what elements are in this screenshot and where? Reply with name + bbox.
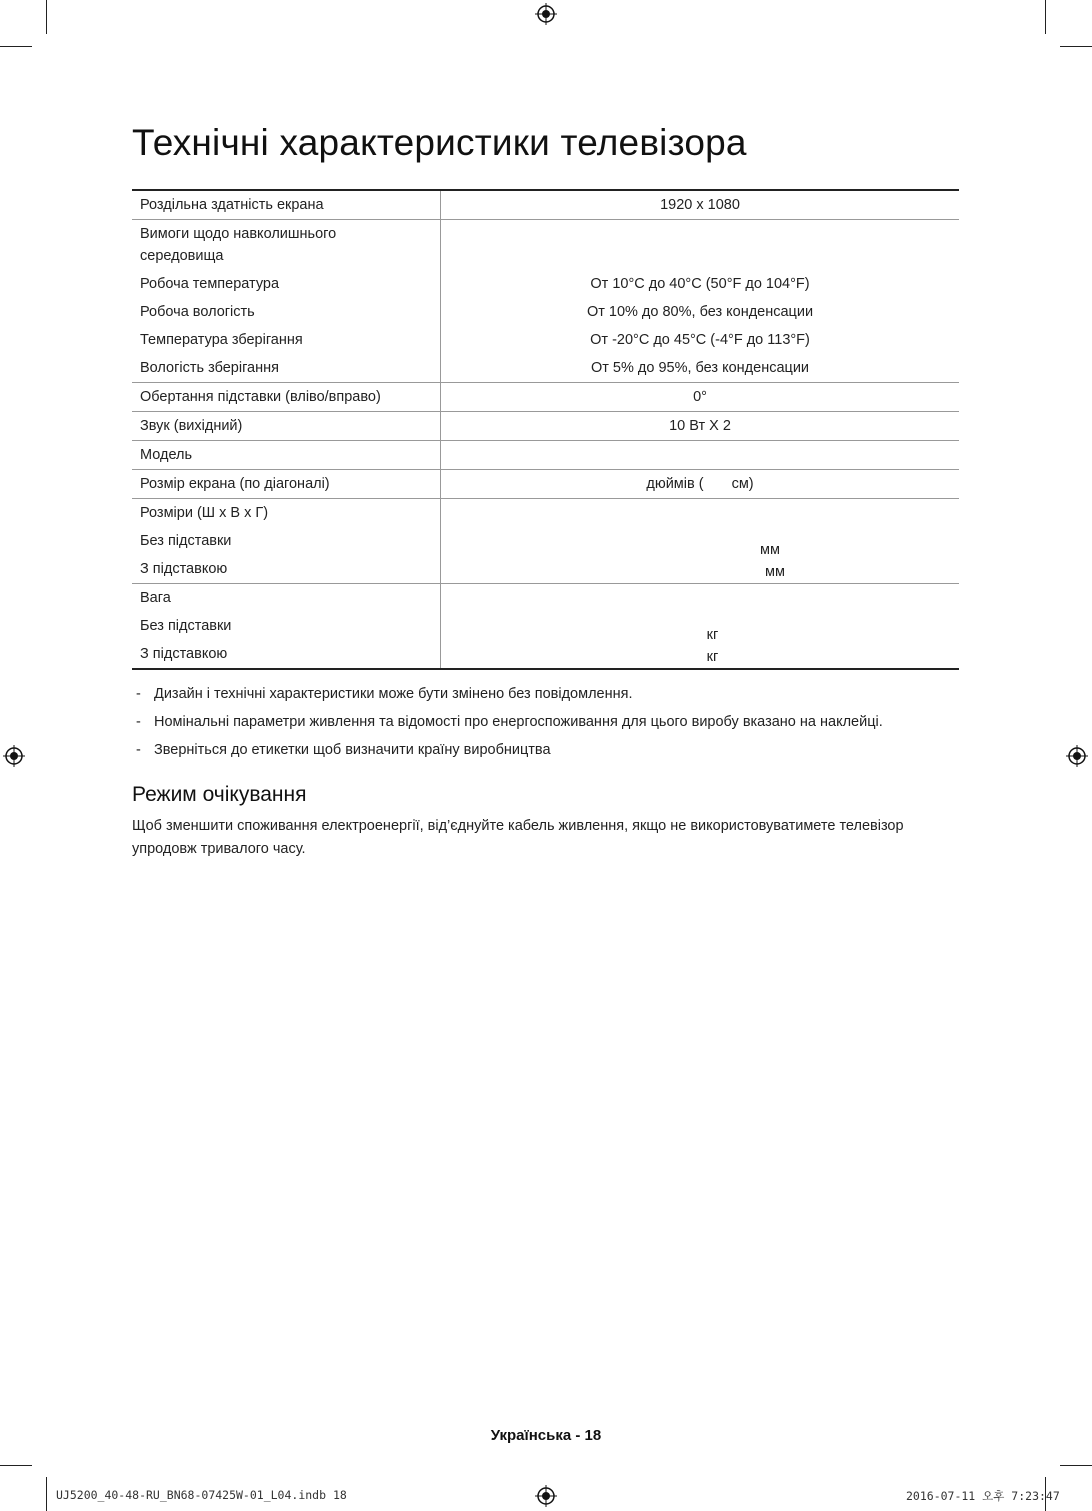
table-row xyxy=(132,190,959,220)
spec-label: Вологість зберігання xyxy=(140,360,279,376)
print-slug-right: 2016-07-11 오후 7:23:47 xyxy=(906,1489,1060,1503)
crop-mark xyxy=(0,46,32,47)
crop-mark xyxy=(46,1477,47,1511)
spec-value: 1920 x 1080 xyxy=(660,197,740,213)
list-item xyxy=(136,739,883,767)
spec-label: Без підставки xyxy=(140,618,232,634)
registration-mark-icon xyxy=(535,1485,557,1507)
table-row xyxy=(132,499,959,584)
table-row xyxy=(132,220,959,383)
crop-mark xyxy=(0,1465,32,1466)
list-item xyxy=(136,711,883,739)
spec-label: Вага xyxy=(140,590,171,606)
registration-mark-icon xyxy=(3,745,25,767)
crop-mark xyxy=(1045,0,1046,34)
spec-label: Розміри (Ш x В x Г) xyxy=(140,505,269,521)
spec-value: 10 Вт X 2 xyxy=(669,418,731,434)
spec-value: 0° xyxy=(693,389,707,405)
spec-value: От -20°C до 45°C (-4°F до 113°F) xyxy=(590,332,810,348)
note-text: Номінальні параметри живлення та відомості про енергоспоживання для цього виробу вказано на наклейці. xyxy=(154,714,883,730)
spec-value-cm: см) xyxy=(731,476,754,492)
crop-mark xyxy=(1060,46,1092,47)
spec-value-inches: дюймів ( xyxy=(646,476,704,492)
list-item xyxy=(136,683,883,711)
table-row xyxy=(132,383,959,412)
spec-value: От 5% до 95%, без конденсации xyxy=(590,360,810,376)
spec-label: З підставкою xyxy=(140,561,228,577)
spec-value: кг xyxy=(706,627,719,643)
spec-label: Розмір екрана (по діагоналі) xyxy=(140,476,330,492)
spec-value xyxy=(441,220,959,270)
spec-label: Температура зберігання xyxy=(140,332,303,348)
note-dash: - xyxy=(136,686,141,702)
spec-value xyxy=(441,441,959,469)
spec-table xyxy=(132,189,959,670)
print-slug-left: UJ5200_40-48-RU_BN68-07425W-01_L04.indb 18 xyxy=(56,1488,347,1502)
note-dash: - xyxy=(136,714,141,730)
spec-label: Робоча вологість xyxy=(140,304,255,320)
spec-label: Звук (вихідний) xyxy=(140,418,243,434)
spec-label: Обертання підставки (вліво/вправо) xyxy=(140,389,381,405)
spec-label: Робоча температура xyxy=(140,276,280,292)
spec-label: Вимоги щодо навколишнього середовища xyxy=(140,226,337,264)
crop-mark xyxy=(1060,1465,1092,1466)
table-row xyxy=(132,584,959,670)
page-title: Технічні характеристики телевізора xyxy=(132,122,747,163)
standby-paragraph: Щоб зменшити споживання електроенергії, від’єднуйте кабель живлення, якщо не використовуватимете телевізор упродовж тривалого часу. xyxy=(132,818,904,857)
spec-label: Модель xyxy=(140,447,193,463)
spec-value: кг xyxy=(706,649,719,665)
note-text: Дизайн і технічні характеристики може бути змінено без повідомлення. xyxy=(154,686,633,702)
note-text: Зверніться до етикетки щоб визначити країну виробництва xyxy=(154,742,551,758)
spec-value: От 10°C до 40°C (50°F до 104°F) xyxy=(590,276,810,292)
spec-value: мм xyxy=(765,564,785,580)
registration-mark-icon xyxy=(535,3,557,25)
table-row xyxy=(132,470,959,499)
notes-list xyxy=(136,683,883,767)
spec-value: мм xyxy=(760,542,780,558)
standby-heading: Режим очікування xyxy=(132,783,307,806)
page-footer: Українська - 18 xyxy=(490,1427,602,1444)
spec-label: З підставкою xyxy=(140,646,228,662)
table-row xyxy=(132,412,959,441)
spec-label: Без підставки xyxy=(140,533,232,549)
note-dash: - xyxy=(136,742,141,758)
crop-mark xyxy=(46,0,47,34)
spec-label: Роздільна здатність екрана xyxy=(140,197,324,213)
spec-value xyxy=(441,470,959,498)
registration-mark-icon xyxy=(1066,745,1088,767)
table-row xyxy=(132,441,959,470)
spec-value: От 10% до 80%, без конденсации xyxy=(586,304,814,320)
